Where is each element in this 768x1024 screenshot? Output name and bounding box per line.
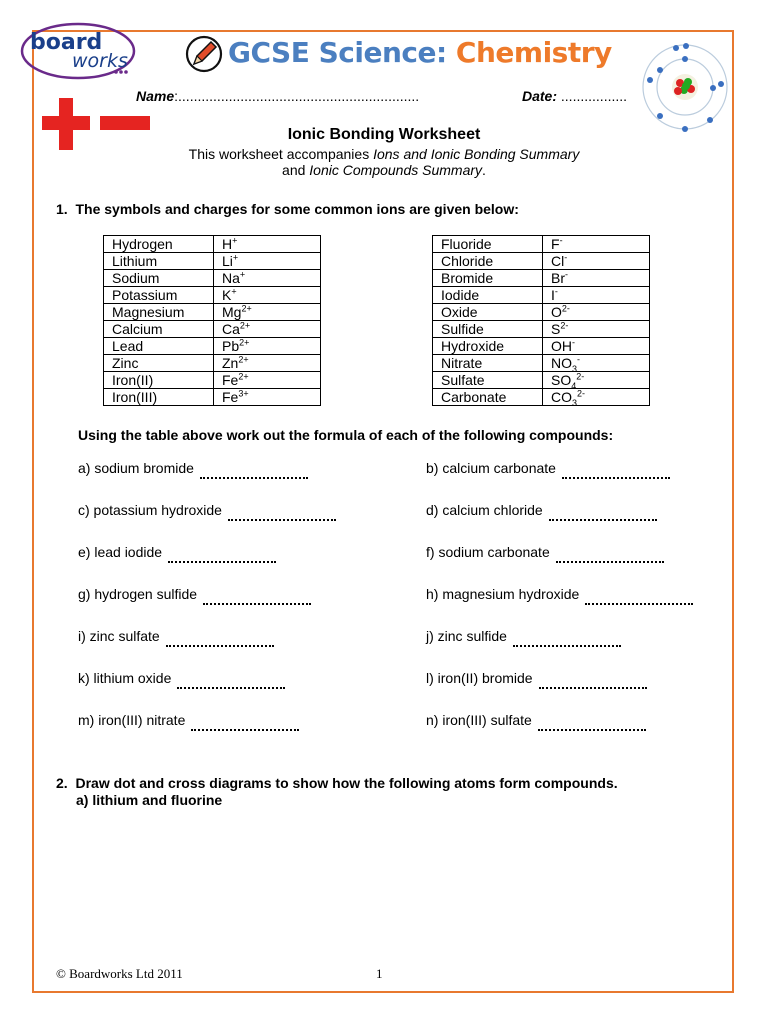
ion-symbol: Li+ <box>214 253 321 270</box>
ion-symbol: $Fe^{3+}$ <box>214 389 321 406</box>
answer-line[interactable] <box>200 476 308 479</box>
compound-item <box>426 502 657 521</box>
ion-charge: - <box>577 354 581 365</box>
answer-line[interactable] <box>191 728 299 731</box>
logo-text-board: board <box>30 30 103 55</box>
compound-label: i) zinc sulfate <box>78 628 160 644</box>
name-dots: .............................................................. <box>178 88 420 104</box>
ion-charge: 2- <box>577 388 586 399</box>
answer-line[interactable] <box>539 686 647 689</box>
ion-charge: - <box>554 286 558 297</box>
compound-item <box>78 628 274 647</box>
compound-label: k) lithium oxide <box>78 670 172 686</box>
ion-row <box>104 355 321 372</box>
ion-charge: + <box>239 269 246 280</box>
name-label: Name <box>136 88 175 104</box>
date-label: Date: <box>522 88 558 104</box>
answer-line[interactable] <box>513 644 621 647</box>
ion-symbol: Na+ <box>214 270 321 287</box>
ion-name: Iron(II) <box>104 372 214 389</box>
boardworks-logo <box>20 22 136 80</box>
ion-name: Bromide <box>433 270 543 287</box>
compound-item <box>426 460 670 479</box>
ion-symbol: $Fe^{2+}$ <box>214 372 321 389</box>
positive-ions-table <box>103 235 321 406</box>
date-field[interactable] <box>522 88 627 104</box>
compound-item <box>426 712 646 731</box>
ion-symbol: H+ <box>214 236 321 253</box>
ion-row <box>104 253 321 270</box>
ion-symbol: OH- <box>543 338 650 355</box>
ion-row <box>104 338 321 355</box>
ion-subscript: 3 <box>572 363 578 374</box>
ion-row <box>104 270 321 287</box>
compound-label: j) zinc sulfide <box>426 628 507 644</box>
ion-row <box>433 236 650 253</box>
intro-line-1: This worksheet accompanies Ions and Ionic Bonding Summary <box>188 146 580 162</box>
ion-charge: 2+ <box>239 320 251 331</box>
compound-label: f) sodium carbonate <box>426 544 550 560</box>
negative-ions-table <box>432 235 650 406</box>
ion-row <box>104 321 321 338</box>
worksheet-title: Ionic Bonding Worksheet <box>287 126 481 143</box>
ion-charge: 2- <box>561 303 570 314</box>
ion-name: Lead <box>104 338 214 355</box>
compound-item <box>426 670 647 689</box>
ion-symbol: Cl- <box>543 253 650 270</box>
ion-symbol: F- <box>543 236 650 253</box>
ion-name: Oxide <box>433 304 543 321</box>
ion-name: Calcium <box>104 321 214 338</box>
brand-title <box>228 36 612 69</box>
ion-name: Fluoride <box>433 236 543 253</box>
ion-charge: + <box>232 235 238 246</box>
ion-row <box>433 321 650 338</box>
compound-item <box>78 544 276 563</box>
compound-item <box>426 544 664 563</box>
ion-row <box>433 355 650 372</box>
answer-line[interactable] <box>203 602 311 605</box>
ion-row <box>433 338 650 355</box>
ion-charge: + <box>232 252 239 263</box>
ion-row <box>433 270 650 287</box>
ion-symbol: $CO_3^{2-}$ <box>543 389 650 406</box>
answer-line[interactable] <box>168 560 276 563</box>
ion-name: Sulfide <box>433 321 543 338</box>
ion-charge: 2+ <box>238 354 249 365</box>
answer-line[interactable] <box>549 518 657 521</box>
ion-row <box>433 304 650 321</box>
brand-chemistry: Chemistry <box>455 36 612 69</box>
ion-row <box>433 253 650 270</box>
question-2-part-a: a) lithium and fluorine <box>76 792 223 808</box>
compound-label: d) calcium chloride <box>426 502 543 518</box>
ion-symbol: $SO_4^{2-}$ <box>543 372 650 389</box>
ion-row <box>104 372 321 389</box>
compound-label: a) sodium bromide <box>78 460 194 476</box>
ion-row <box>433 287 650 304</box>
compound-label: m) iron(III) nitrate <box>78 712 186 728</box>
compound-item <box>78 670 285 689</box>
ion-name: Sodium <box>104 270 214 287</box>
ion-symbol: $Pb^{2+}$ <box>214 338 321 355</box>
ion-charge: 2+ <box>241 303 252 314</box>
compound-item <box>78 460 308 479</box>
ion-charge: - <box>572 337 575 348</box>
ion-charge: 2- <box>560 320 569 331</box>
ion-name: Magnesium <box>104 304 214 321</box>
ion-name: Hydrogen <box>104 236 214 253</box>
compound-label: l) iron(II) bromide <box>426 670 533 686</box>
ion-charge: - <box>564 252 568 263</box>
ion-subscript: 3 <box>572 397 578 408</box>
footer-copyright: © Boardworks Ltd 2011 <box>56 966 183 981</box>
ion-charge: - <box>565 269 568 280</box>
answer-line[interactable] <box>585 602 693 605</box>
answer-line[interactable] <box>228 518 336 521</box>
compound-item <box>426 586 693 605</box>
compound-label: c) potassium hydroxide <box>78 502 222 518</box>
ion-charge: 2- <box>576 371 585 382</box>
ion-row <box>104 304 321 321</box>
compound-label: h) magnesium hydroxide <box>426 586 580 602</box>
logo-text-works: works <box>72 50 128 72</box>
compound-item <box>78 586 311 605</box>
ion-charge: + <box>231 286 237 297</box>
ion-row <box>104 236 321 253</box>
ion-symbol: $NO_3^-$ <box>543 355 650 372</box>
compound-label: e) lead iodide <box>78 544 163 560</box>
compound-item <box>426 628 621 647</box>
ion-row <box>104 287 321 304</box>
footer-page-number: 1 <box>376 966 383 981</box>
date-dots: ................. <box>560 88 628 104</box>
ion-row <box>104 389 321 406</box>
pencil-icon <box>184 34 224 79</box>
question-2: 2. Draw dot and cross diagrams to show how the following atoms form compounds. <box>56 775 618 791</box>
answer-line[interactable] <box>177 686 285 689</box>
answer-line[interactable] <box>538 728 646 731</box>
compound-label: b) calcium carbonate <box>426 460 556 476</box>
ion-symbol: $Mg^{2+}$ <box>214 304 321 321</box>
ion-symbol: $O^{2-}$ <box>543 304 650 321</box>
name-field[interactable]: Name:.............................................................. <box>136 88 420 104</box>
ion-subscript: 4 <box>571 380 577 391</box>
ion-name: Zinc <box>104 355 214 372</box>
atom-icon <box>640 40 730 132</box>
ion-charge: 2+ <box>238 371 249 382</box>
ion-symbol: $Zn^{2+}$ <box>214 355 321 372</box>
answer-line[interactable] <box>562 476 670 479</box>
ion-symbol: Br- <box>543 270 650 287</box>
instruction-text: Using the table above work out the formula of each of the following compounds: <box>78 427 614 443</box>
ion-name: Iodide <box>433 287 543 304</box>
answer-line[interactable] <box>166 644 274 647</box>
ion-name: Hydroxide <box>433 338 543 355</box>
ion-charge: 2+ <box>239 337 250 348</box>
ion-symbol: $S^{2-}$ <box>543 321 650 338</box>
ion-name: Chloride <box>433 253 543 270</box>
answer-line[interactable] <box>556 560 664 563</box>
compound-item <box>78 712 299 731</box>
ion-name: Sulfate <box>433 372 543 389</box>
ion-charge: 3+ <box>238 388 249 399</box>
compound-item <box>78 502 336 521</box>
ion-symbol: K+ <box>214 287 321 304</box>
intro-line-2: and Ionic Compounds Summary. <box>282 162 486 178</box>
brand-gcse-science: GCSE Science: <box>228 36 447 69</box>
compound-label: g) hydrogen sulfide <box>78 586 198 602</box>
ion-name: Potassium <box>104 287 214 304</box>
ion-row <box>433 372 650 389</box>
ion-row <box>433 389 650 406</box>
ion-name: Lithium <box>104 253 214 270</box>
ion-symbol: $Ca^{2+}$ <box>214 321 321 338</box>
ion-name: Iron(III) <box>104 389 214 406</box>
ion-name: Nitrate <box>433 355 543 372</box>
ion-charge: - <box>559 235 563 246</box>
compound-label: n) iron(III) sulfate <box>426 712 532 728</box>
ion-name: Carbonate <box>433 389 543 406</box>
question-1: 1. The symbols and charges for some common ions are given below: <box>56 201 519 217</box>
ion-symbol: I- <box>543 287 650 304</box>
